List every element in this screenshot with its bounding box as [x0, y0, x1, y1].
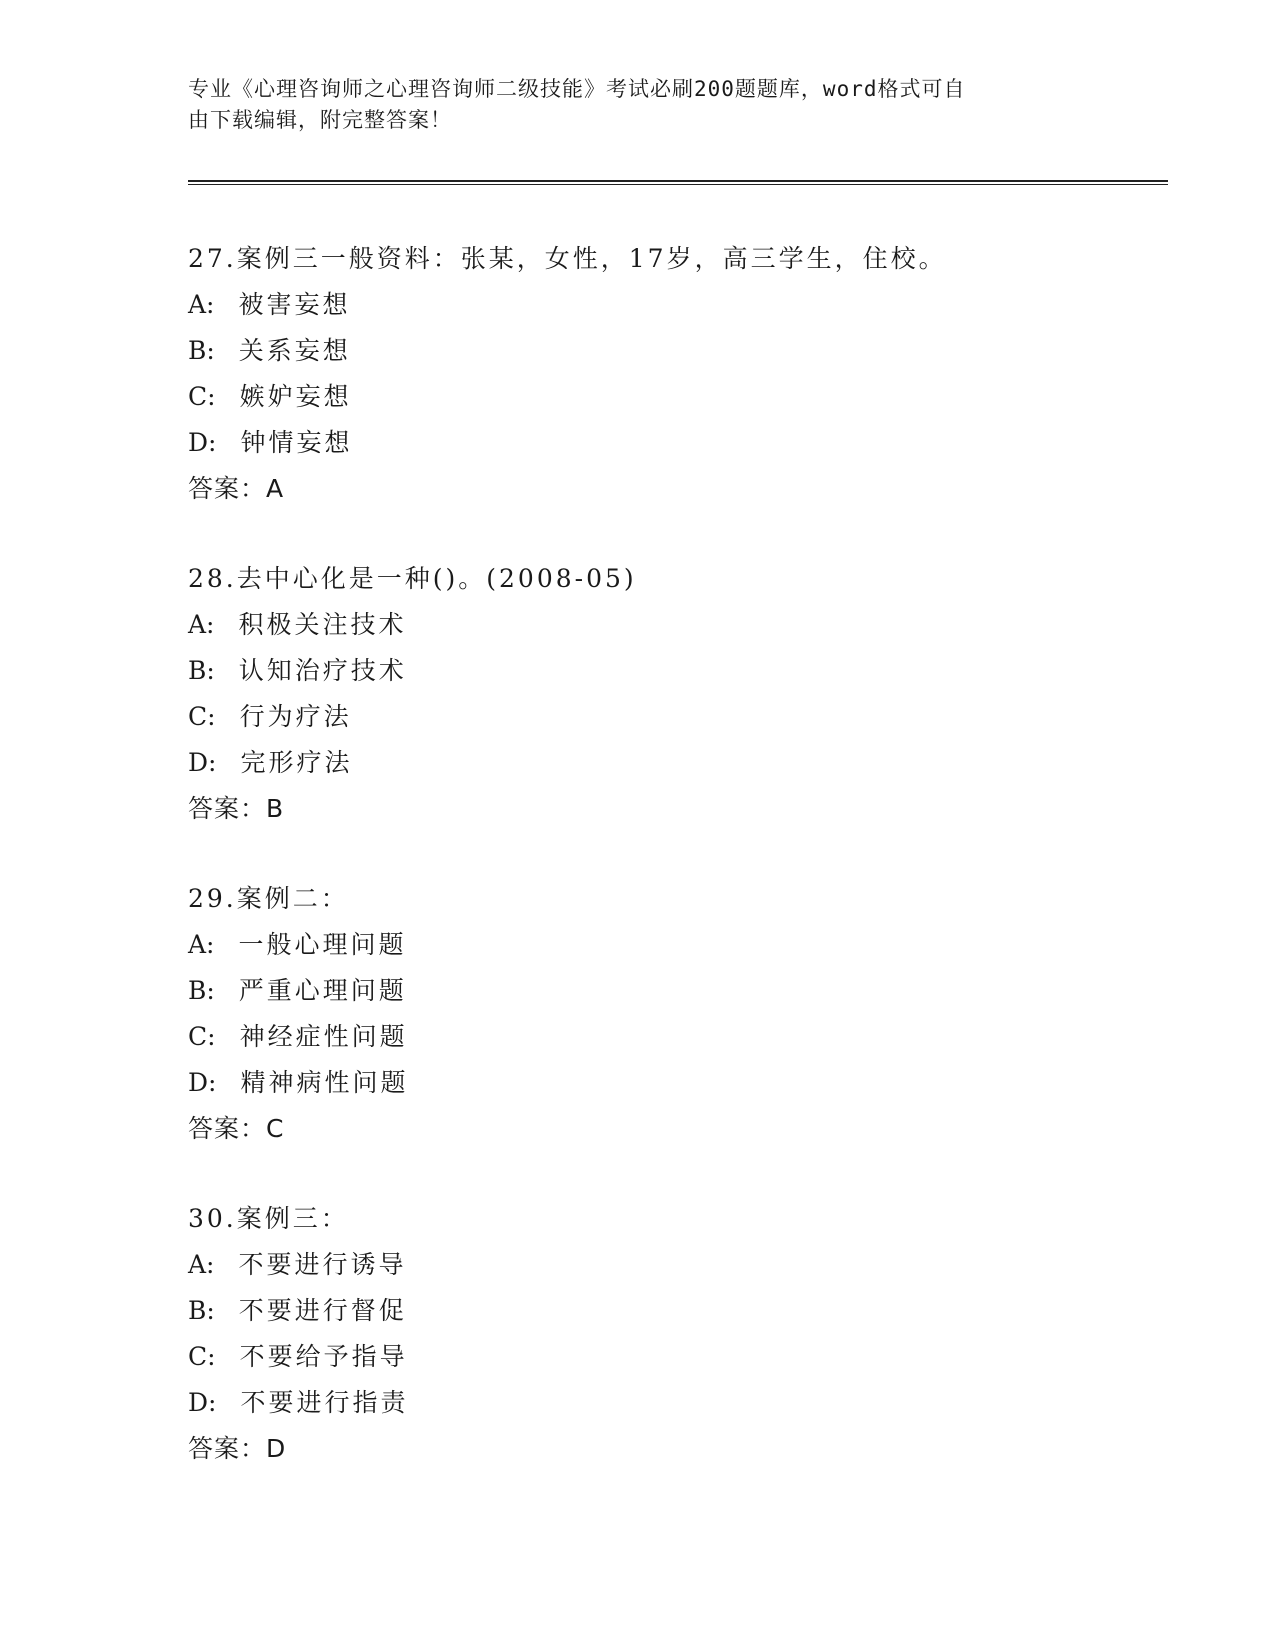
question-27: [188, 236, 1168, 512]
option-key: A:: [188, 610, 215, 639]
answer-line: 答案：C: [188, 1114, 285, 1143]
option-key: D:: [188, 1068, 217, 1097]
option-key: A:: [188, 290, 215, 319]
option-c: [188, 1334, 1168, 1380]
option-d: [188, 740, 1168, 786]
option-c: [188, 694, 1168, 740]
option-text: 不要进行督促: [238, 1296, 407, 1325]
option-key: B:: [188, 336, 215, 365]
question-stem: 29.案例二：: [188, 884, 349, 913]
question-28: [188, 556, 1168, 832]
option-c: [188, 374, 1168, 420]
option-b: [188, 968, 1168, 1014]
option-text: 嫉妒妄想: [239, 382, 352, 411]
option-key: D:: [188, 748, 217, 777]
option-a: [188, 282, 1168, 328]
option-key: C:: [188, 1022, 216, 1051]
question-stem: 30.案例三：: [188, 1204, 349, 1233]
option-a: [188, 922, 1168, 968]
option-text: 神经症性问题: [239, 1022, 408, 1051]
question-stem: 28.去中心化是一种()。(2008-05): [188, 564, 637, 593]
option-text: 不要给予指导: [239, 1342, 408, 1371]
option-text: 被害妄想: [238, 290, 351, 319]
option-key: C:: [188, 1342, 216, 1371]
option-text: 不要进行指责: [240, 1388, 409, 1417]
header-divider-top: [188, 180, 1168, 182]
option-key: B:: [188, 656, 215, 685]
option-a: [188, 602, 1168, 648]
option-b: [188, 1288, 1168, 1334]
answer-line: 答案：D: [188, 1434, 287, 1463]
option-key: C:: [188, 382, 216, 411]
option-text: 认知治疗技术: [238, 656, 407, 685]
option-text: 钟情妄想: [240, 428, 353, 457]
option-c: [188, 1014, 1168, 1060]
option-key: D:: [188, 1388, 217, 1417]
option-d: [188, 1060, 1168, 1106]
option-text: 积极关注技术: [238, 610, 407, 639]
header-line-2: 由下载编辑，附完整答案！: [188, 108, 452, 132]
option-text: 不要进行诱导: [238, 1250, 407, 1279]
option-text: 严重心理问题: [238, 976, 407, 1005]
document-header: [188, 74, 1068, 136]
option-b: [188, 648, 1168, 694]
question-29: [188, 876, 1168, 1152]
option-key: A:: [188, 930, 215, 959]
option-key: B:: [188, 1296, 215, 1325]
option-d: [188, 420, 1168, 466]
option-key: C:: [188, 702, 216, 731]
option-key: B:: [188, 976, 215, 1005]
header-divider-bottom: [188, 184, 1168, 185]
option-key: A:: [188, 1250, 215, 1279]
question-stem: 27.案例三一般资料：张某，女性，17岁，高三学生，住校。: [188, 244, 947, 273]
option-key: D:: [188, 428, 217, 457]
answer-line: 答案：A: [188, 474, 285, 503]
option-text: 关系妄想: [238, 336, 351, 365]
option-text: 完形疗法: [240, 748, 353, 777]
header-line-1: 专业《心理咨询师之心理咨询师二级技能》考试必刷200题题库，word格式可自: [188, 77, 966, 101]
option-d: [188, 1380, 1168, 1426]
option-a: [188, 1242, 1168, 1288]
answer-line: 答案：B: [188, 794, 285, 823]
option-text: 一般心理问题: [238, 930, 407, 959]
question-30: [188, 1196, 1168, 1472]
option-text: 行为疗法: [239, 702, 352, 731]
option-b: [188, 328, 1168, 374]
option-text: 精神病性问题: [240, 1068, 409, 1097]
question-list: [188, 236, 1168, 1472]
